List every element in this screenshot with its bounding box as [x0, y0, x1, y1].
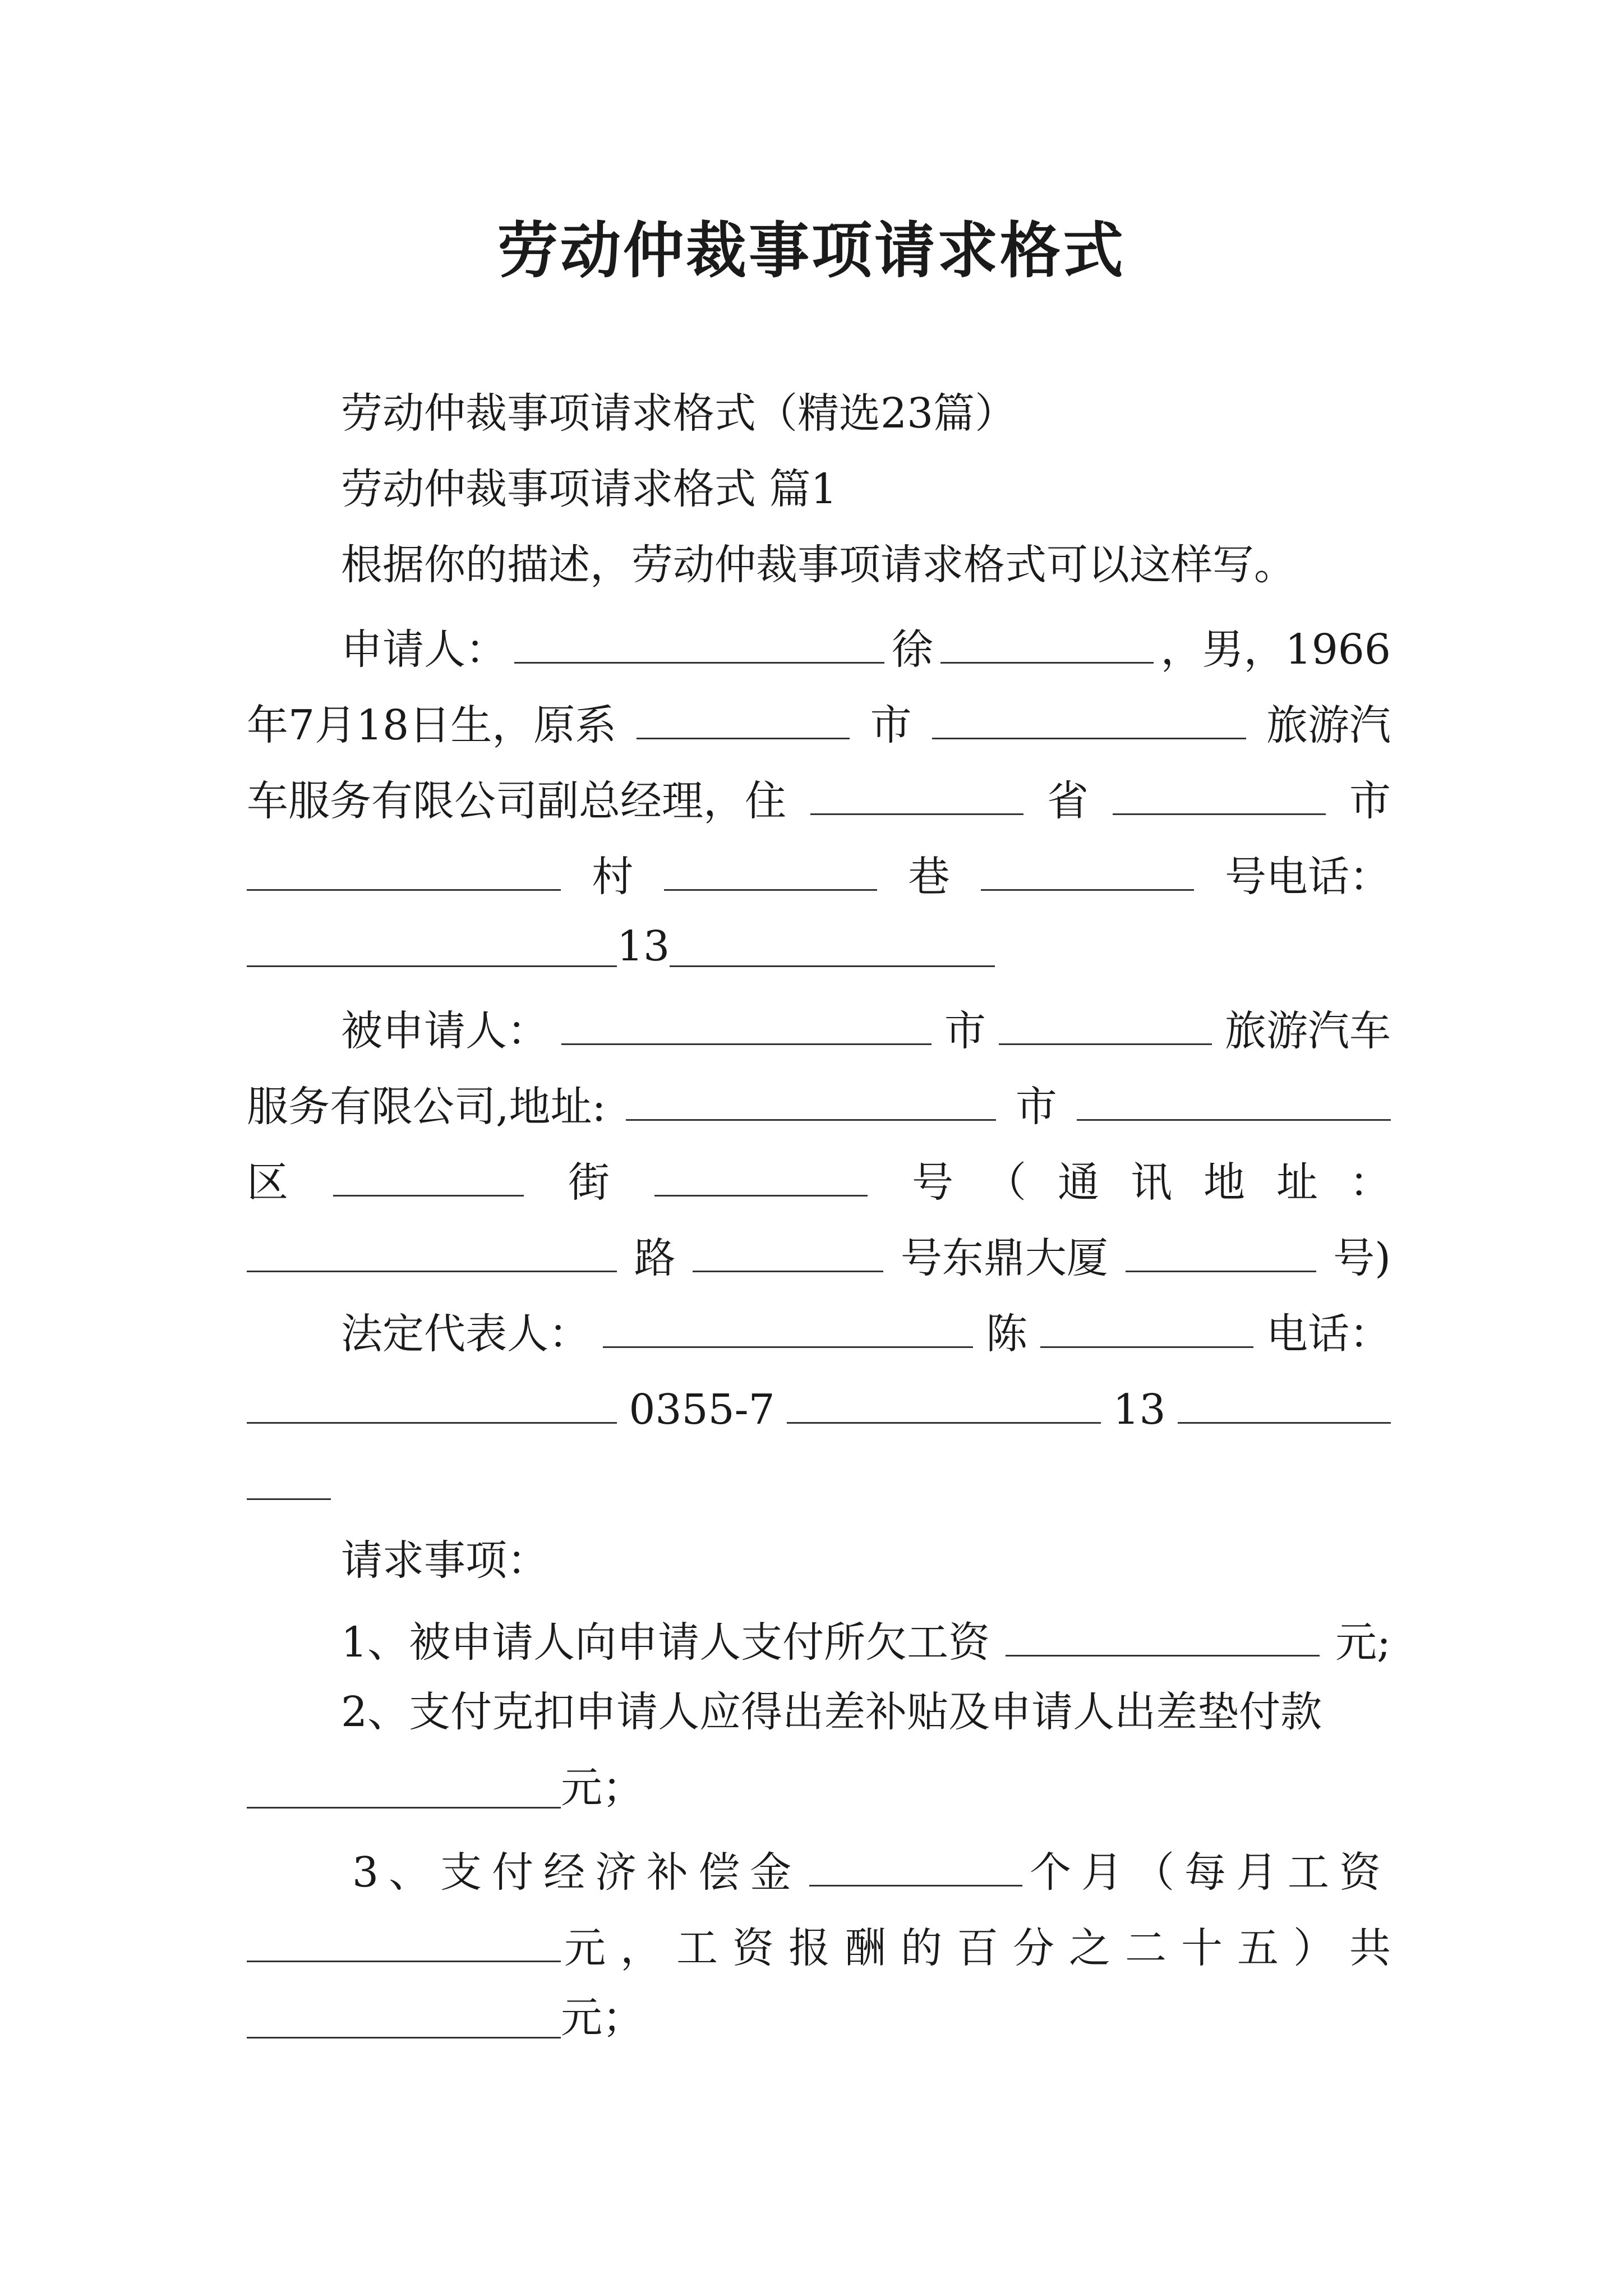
- applicant-line-1: [341, 623, 1391, 674]
- blank-field: [247, 1231, 617, 1272]
- blank-field: [940, 623, 1154, 664]
- blank-field: [1113, 774, 1326, 815]
- applicant-line-2: [247, 698, 1391, 749]
- city-text: 市: [944, 1007, 986, 1055]
- section-heading: 劳动仲裁事项请求格式 篇1: [341, 465, 837, 513]
- blank-field: [247, 1459, 331, 1500]
- respondent-label: 被申请人：: [341, 1007, 548, 1055]
- request-3-text: 3、支付经济补偿金: [352, 1848, 802, 1897]
- request-item-3: [352, 1846, 1391, 1897]
- legal-rep-line-3: [247, 1458, 1391, 1500]
- address-end: 号): [1333, 1234, 1391, 1282]
- applicant-info: ，男，1966: [1160, 625, 1391, 674]
- blank-field: [247, 1768, 561, 1809]
- respondent-line-1: [341, 1004, 1391, 1055]
- blank-field: [1126, 1231, 1316, 1272]
- blank-field: [787, 1383, 1101, 1424]
- blank-field: [247, 1921, 561, 1962]
- applicant-birth: 年7月18日生，原系: [247, 701, 617, 749]
- applicant-line-5: [247, 922, 1391, 970]
- blank-field: [654, 1156, 868, 1197]
- yuan-text: 元；: [561, 1994, 644, 2042]
- respondent-line-2: [247, 1080, 1391, 1131]
- respondent-line-4: [247, 1231, 1391, 1282]
- blank-field: [1077, 1080, 1391, 1121]
- comm-address-label: 号（通讯地址：: [912, 1158, 1422, 1207]
- legal-rep-line-2: [247, 1383, 1391, 1434]
- blank-field: [932, 698, 1246, 739]
- requests-heading: 请求事项：: [341, 1536, 548, 1585]
- applicant-name: 徐: [891, 625, 933, 674]
- document-title: 劳动仲裁事项请求格式: [497, 215, 1126, 286]
- months-text: 个月（每月工资: [1030, 1848, 1391, 1897]
- district-text: 区: [247, 1158, 288, 1207]
- road-text: 路: [634, 1234, 676, 1282]
- blank-field: [693, 1231, 883, 1272]
- blank-field: [1006, 1616, 1320, 1657]
- blank-field: [561, 1004, 932, 1045]
- blank-field: [1178, 1383, 1391, 1424]
- province-text: 省: [1047, 777, 1089, 825]
- street-text: 街: [568, 1158, 610, 1207]
- building-text: 号东鼎大厦: [900, 1234, 1108, 1282]
- respondent-address-label: 服务有限公司,地址:: [247, 1083, 606, 1131]
- applicant-line-4: [247, 850, 1391, 901]
- blank-field: [247, 1383, 617, 1424]
- blank-field: [247, 926, 617, 967]
- village-text: 村: [592, 853, 634, 901]
- request-item-2-cont: [247, 1764, 1391, 1812]
- company-text: 旅游汽: [1266, 701, 1391, 749]
- lane-text: 巷: [908, 853, 950, 901]
- blank-field: [1040, 1307, 1253, 1348]
- blank-field: [514, 623, 884, 664]
- company-text: 旅游汽车: [1225, 1007, 1391, 1055]
- blank-field: [981, 850, 1194, 891]
- subtitle-line: 劳动仲裁事项请求格式（精选23篇）: [341, 389, 1017, 438]
- applicant-label: 申请人：: [341, 625, 507, 674]
- yuan-text: 元;: [1335, 1618, 1391, 1667]
- intro-line: 根据你的描述，劳动仲裁事项请求格式可以这样写。: [341, 541, 1295, 589]
- blank-field: [999, 1004, 1212, 1045]
- blank-field: [637, 698, 850, 739]
- request-item-1: [341, 1616, 1391, 1667]
- request-item-2: 2、支付克扣申请人应得出差补贴及申请人出差垫付款: [341, 1688, 1322, 1736]
- city-text: 市: [1349, 777, 1391, 825]
- legal-rep-line-1: [341, 1307, 1391, 1358]
- legal-rep-phone-1: 0355-7: [629, 1386, 775, 1434]
- phone-label: 号电话：: [1224, 853, 1391, 901]
- blank-field: [247, 1998, 561, 2039]
- city-text: 市: [1015, 1083, 1057, 1131]
- request-item-3-cont: [247, 1921, 1405, 1972]
- request-1-text: 1、被申请人向申请人支付所欠工资: [341, 1618, 990, 1667]
- phone-label: 电话：: [1266, 1310, 1391, 1358]
- legal-rep-phone-2: 13: [1113, 1386, 1166, 1434]
- request-item-3-end: [247, 1994, 1391, 2042]
- blank-field: [664, 850, 877, 891]
- applicant-line-3: [247, 774, 1391, 825]
- city-text: 市: [870, 701, 912, 749]
- applicant-phone: 13: [617, 922, 670, 970]
- blank-field: [670, 926, 995, 967]
- respondent-line-3: [247, 1156, 1422, 1207]
- applicant-position: 车服务有限公司副总经理，住: [247, 777, 786, 825]
- blank-field: [809, 1846, 1022, 1887]
- blank-field: [247, 850, 561, 891]
- legal-rep-name: 陈: [986, 1310, 1027, 1358]
- blank-field: [333, 1156, 524, 1197]
- blank-field: [603, 1307, 973, 1348]
- legal-rep-label: 法定代表人：: [341, 1310, 590, 1358]
- blank-field: [626, 1080, 996, 1121]
- yuan-text: 元；: [561, 1764, 644, 1812]
- blank-field: [810, 774, 1023, 815]
- request-3-text-cont: 元，工资报酬的百分之二十五）共: [564, 1924, 1405, 1972]
